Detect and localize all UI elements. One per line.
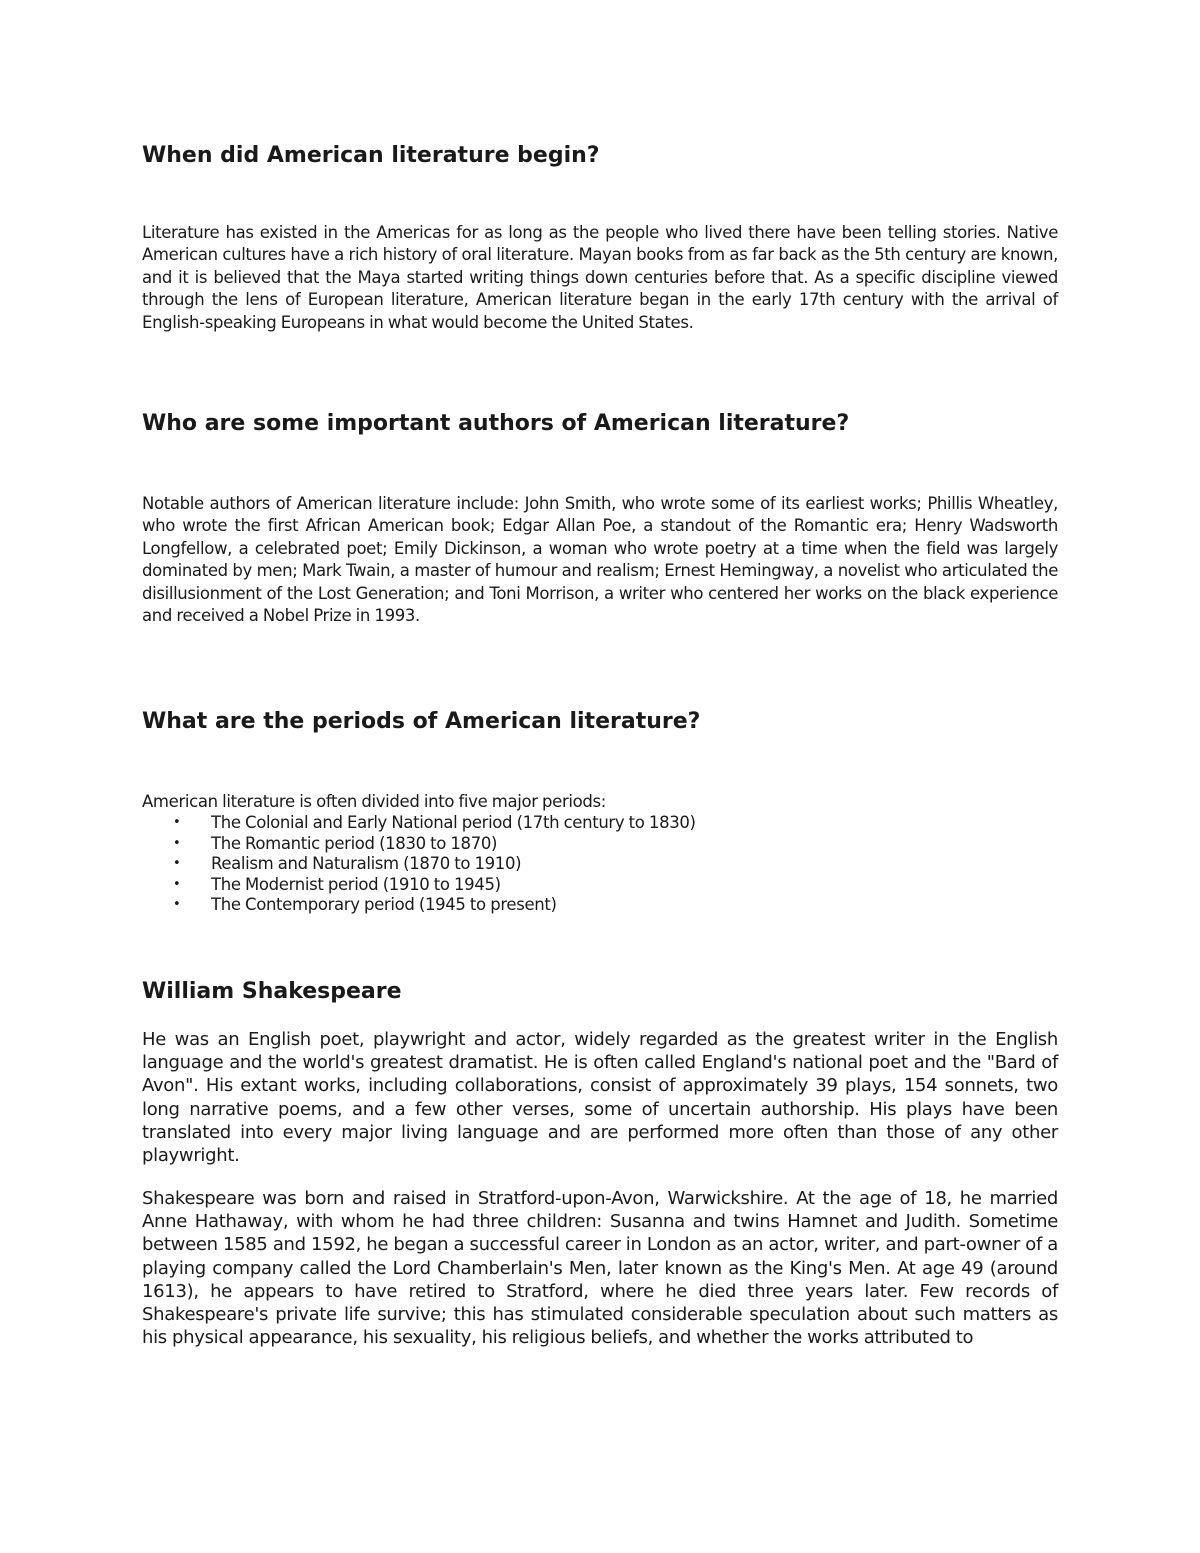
heading-periods-of-american-literature: What are the periods of American literature? [142,709,701,734]
paragraph-notable-authors: Notable authors of American literature include: John Smith, who wrote some of its earliest works; Phillis Wheatley, who wrote the first African American book; Edgar Allan Poe, a standout of the Romantic era; Henry Wadsworth Longfellow, a celebrated poet; Emily Dickinson, a woman who wrote poetry at a time when the field was largely dominated by men; Mark Twain, a master of humour and realism; Ernest Hemingway, a novelist who articulated the disillusionment of the Lost Generation; and Toni Morrison, a writer who centered her works on the black experience and received a Nobel Prize in 1993. [142,494,1058,626]
paragraph-shakespeare-life: Shakespeare was born and raised in Stratford-upon-Avon, Warwickshire. At the age of 18, he married Anne Hathaway, with whom he had three children: Susanna and twins Hamnet and Judith. Sometime between 1585 and 1592, he began a successful career in London as an actor, writer, and part-owner of a playing company called the Lord Chamberlain's Men, later known as the King's Men. At age 49 (around 1613), he appears to have retired to Stratford, where he died three years later. Few records of Shakespeare's private life survive; this has stimulated considerable speculation about such matters as his physical appearance, his sexuality, his religious beliefs, and whether the works attributed to [142,1188,1058,1349]
list-item: • The Contemporary period (1945 to present) [173,895,557,915]
paragraph-american-literature-origins: Literature has existed in the Americas for as long as the people who lived there have been telling stories. Native American cultures have a rich history of oral literature. Mayan books from as far back as the 5th century are known, and it is believed that the Maya started writing things down centuries before that. As a specific discipline viewed through the lens of European literature, American literature began in the early 17th century with the arrival of English-speaking Europeans in what would become the United States. [142,223,1058,332]
heading-when-did-american-literature-begin: When did American literature begin? [142,143,600,168]
list-item: • The Romantic period (1830 to 1870) [173,833,498,853]
bullet-icon: • [173,835,181,851]
bullet-icon: • [173,897,181,913]
list-item: • The Modernist period (1910 to 1945) [173,874,501,894]
periods-intro: American literature is often divided into five major periods: [142,792,606,811]
heading-william-shakespeare: William Shakespeare [142,979,402,1004]
paragraph-shakespeare-intro: He was an English poet, playwright and actor, widely regarded as the greatest writer in the English language and the world's greatest dramatist. He is often called England's national poet and the "Bard of Avon". His extant works, including collaborations, consist of approximately 39 plays, 154 sonnets, two long narrative poems, and a few other verses, some of uncertain authorship. His plays have been translated into every major living language and are performed more often than those of any other playwright. [142,1029,1058,1167]
heading-important-authors: Who are some important authors of American literature? [142,411,850,436]
bullet-icon: • [173,856,181,872]
periods-list [142,813,1058,916]
list-item: • The Colonial and Early National period (17th century to 1830) [173,813,696,832]
bullet-icon: • [173,815,181,830]
list-item: • Realism and Naturalism (1870 to 1910) [173,854,522,874]
bullet-icon: • [173,876,181,892]
